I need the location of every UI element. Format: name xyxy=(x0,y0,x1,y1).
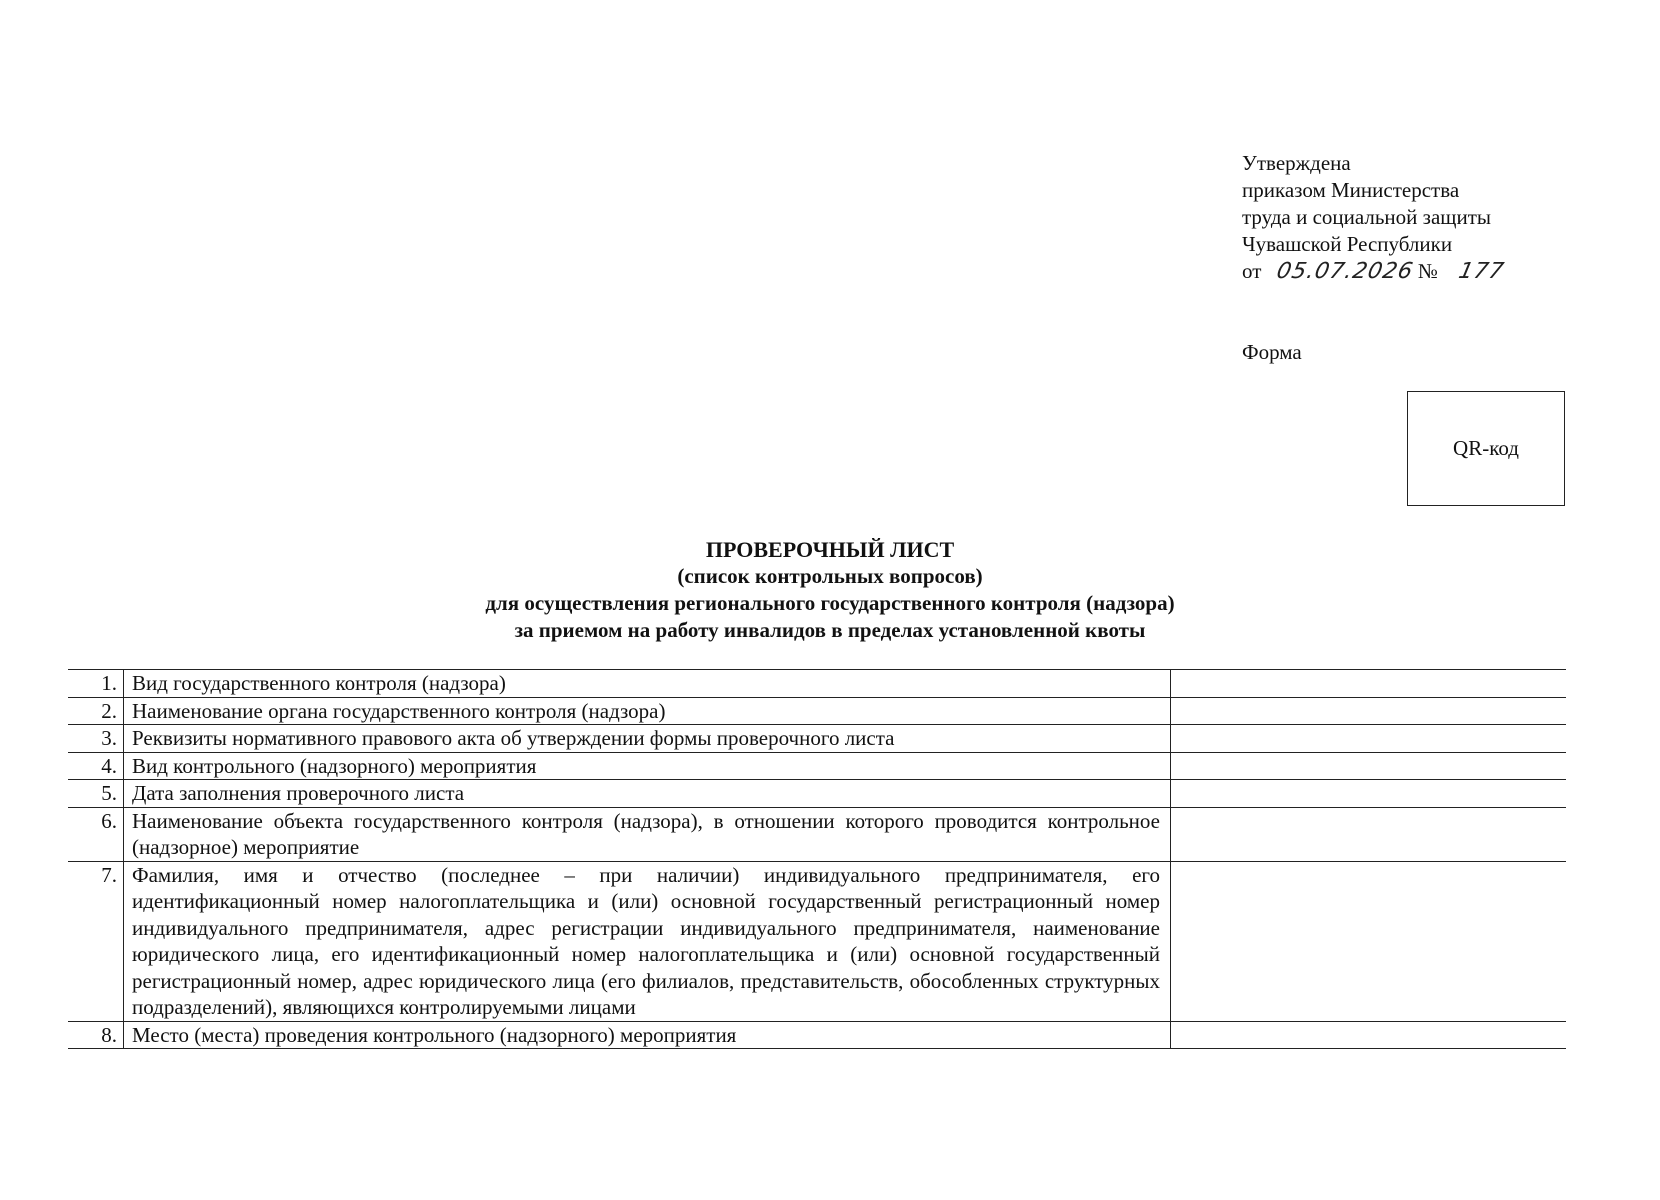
row-number: 4. xyxy=(68,752,124,780)
qr-code-placeholder xyxy=(1407,391,1565,506)
table-row xyxy=(68,1021,1566,1049)
document-title-line-3: для осуществления регионального государственного контроля (надзора) xyxy=(485,591,1175,615)
table-row xyxy=(68,725,1566,753)
row-label: Дата заполнения проверочного листа xyxy=(124,780,1171,808)
table-row xyxy=(68,752,1566,780)
handwritten-number: 177 xyxy=(1456,259,1507,284)
approval-date-line xyxy=(1242,258,1507,285)
row-label: Наименование объекта государственного контроля (надзора), в отношении которого проводится контрольное (надзорное) мероприятие xyxy=(124,807,1171,861)
row-value-field[interactable] xyxy=(1171,670,1567,698)
table-row xyxy=(68,697,1566,725)
approval-line-2: приказом Министерства xyxy=(1242,178,1460,202)
row-label: Вид контрольного (надзорного) мероприятия xyxy=(124,752,1171,780)
row-number: 2. xyxy=(68,697,124,725)
row-value-field[interactable] xyxy=(1171,697,1567,725)
form-label: Форма xyxy=(1242,340,1302,364)
document-title-line-4: за приемом на работу инвалидов в пределах установленной квоты xyxy=(514,618,1146,642)
row-value-field[interactable] xyxy=(1171,780,1567,808)
row-label: Вид государственного контроля (надзора) xyxy=(124,670,1171,698)
row-label: Фамилия, имя и отчество (последнее – при наличии) индивидуального предпринимателя, его идентификационный номер налогоплательщика и (или) основной государственный регистрационный номер индивидуального предпринимателя, адрес регистрации индивидуального предпринимателя, наименование юридического лица, его идентификационный номер налогоплательщика и (или) основной государственный регистрационный номер, адрес юридического лица (его филиалов, представительств, обособленных структурных подразделений), являющихся контролируемыми лицами xyxy=(124,861,1171,1021)
approval-line-4: Чувашской Республики xyxy=(1242,232,1453,256)
table-row xyxy=(68,780,1566,808)
row-number: 6. xyxy=(68,807,124,861)
row-number: 1. xyxy=(68,670,124,698)
table-row xyxy=(68,807,1566,861)
row-number: 7. xyxy=(68,861,124,1021)
table-row xyxy=(68,861,1566,1021)
approval-block xyxy=(1242,150,1507,285)
table-row xyxy=(68,670,1566,698)
date-prefix: от xyxy=(1242,259,1262,283)
row-label: Реквизиты нормативного правового акта об утверждении формы проверочного листа xyxy=(124,725,1171,753)
row-label: Место (места) проведения контрольного (надзорного) мероприятия xyxy=(124,1021,1171,1049)
row-value-field[interactable] xyxy=(1171,752,1567,780)
document-title: ПРОВЕРОЧНЫЙ ЛИСТ xyxy=(705,537,955,562)
row-number: 5. xyxy=(68,780,124,808)
row-number: 3. xyxy=(68,725,124,753)
qr-label: QR-код xyxy=(1453,436,1519,460)
row-label: Наименование органа государственного контроля (надзора) xyxy=(124,697,1171,725)
row-value-field[interactable] xyxy=(1171,1021,1567,1049)
checklist-table xyxy=(68,669,1566,1049)
document-title-block xyxy=(0,536,1660,644)
row-value-field[interactable] xyxy=(1171,725,1567,753)
approval-line-1: Утверждена xyxy=(1242,151,1351,175)
row-value-field[interactable] xyxy=(1171,861,1567,1021)
document-subtitle: (список контрольных вопросов) xyxy=(677,564,983,588)
number-label: № xyxy=(1417,259,1438,283)
row-number: 8. xyxy=(68,1021,124,1049)
handwritten-date: 05.07.2026 xyxy=(1273,259,1416,284)
approval-line-3: труда и социальной защиты xyxy=(1242,205,1491,229)
row-value-field[interactable] xyxy=(1171,807,1567,861)
